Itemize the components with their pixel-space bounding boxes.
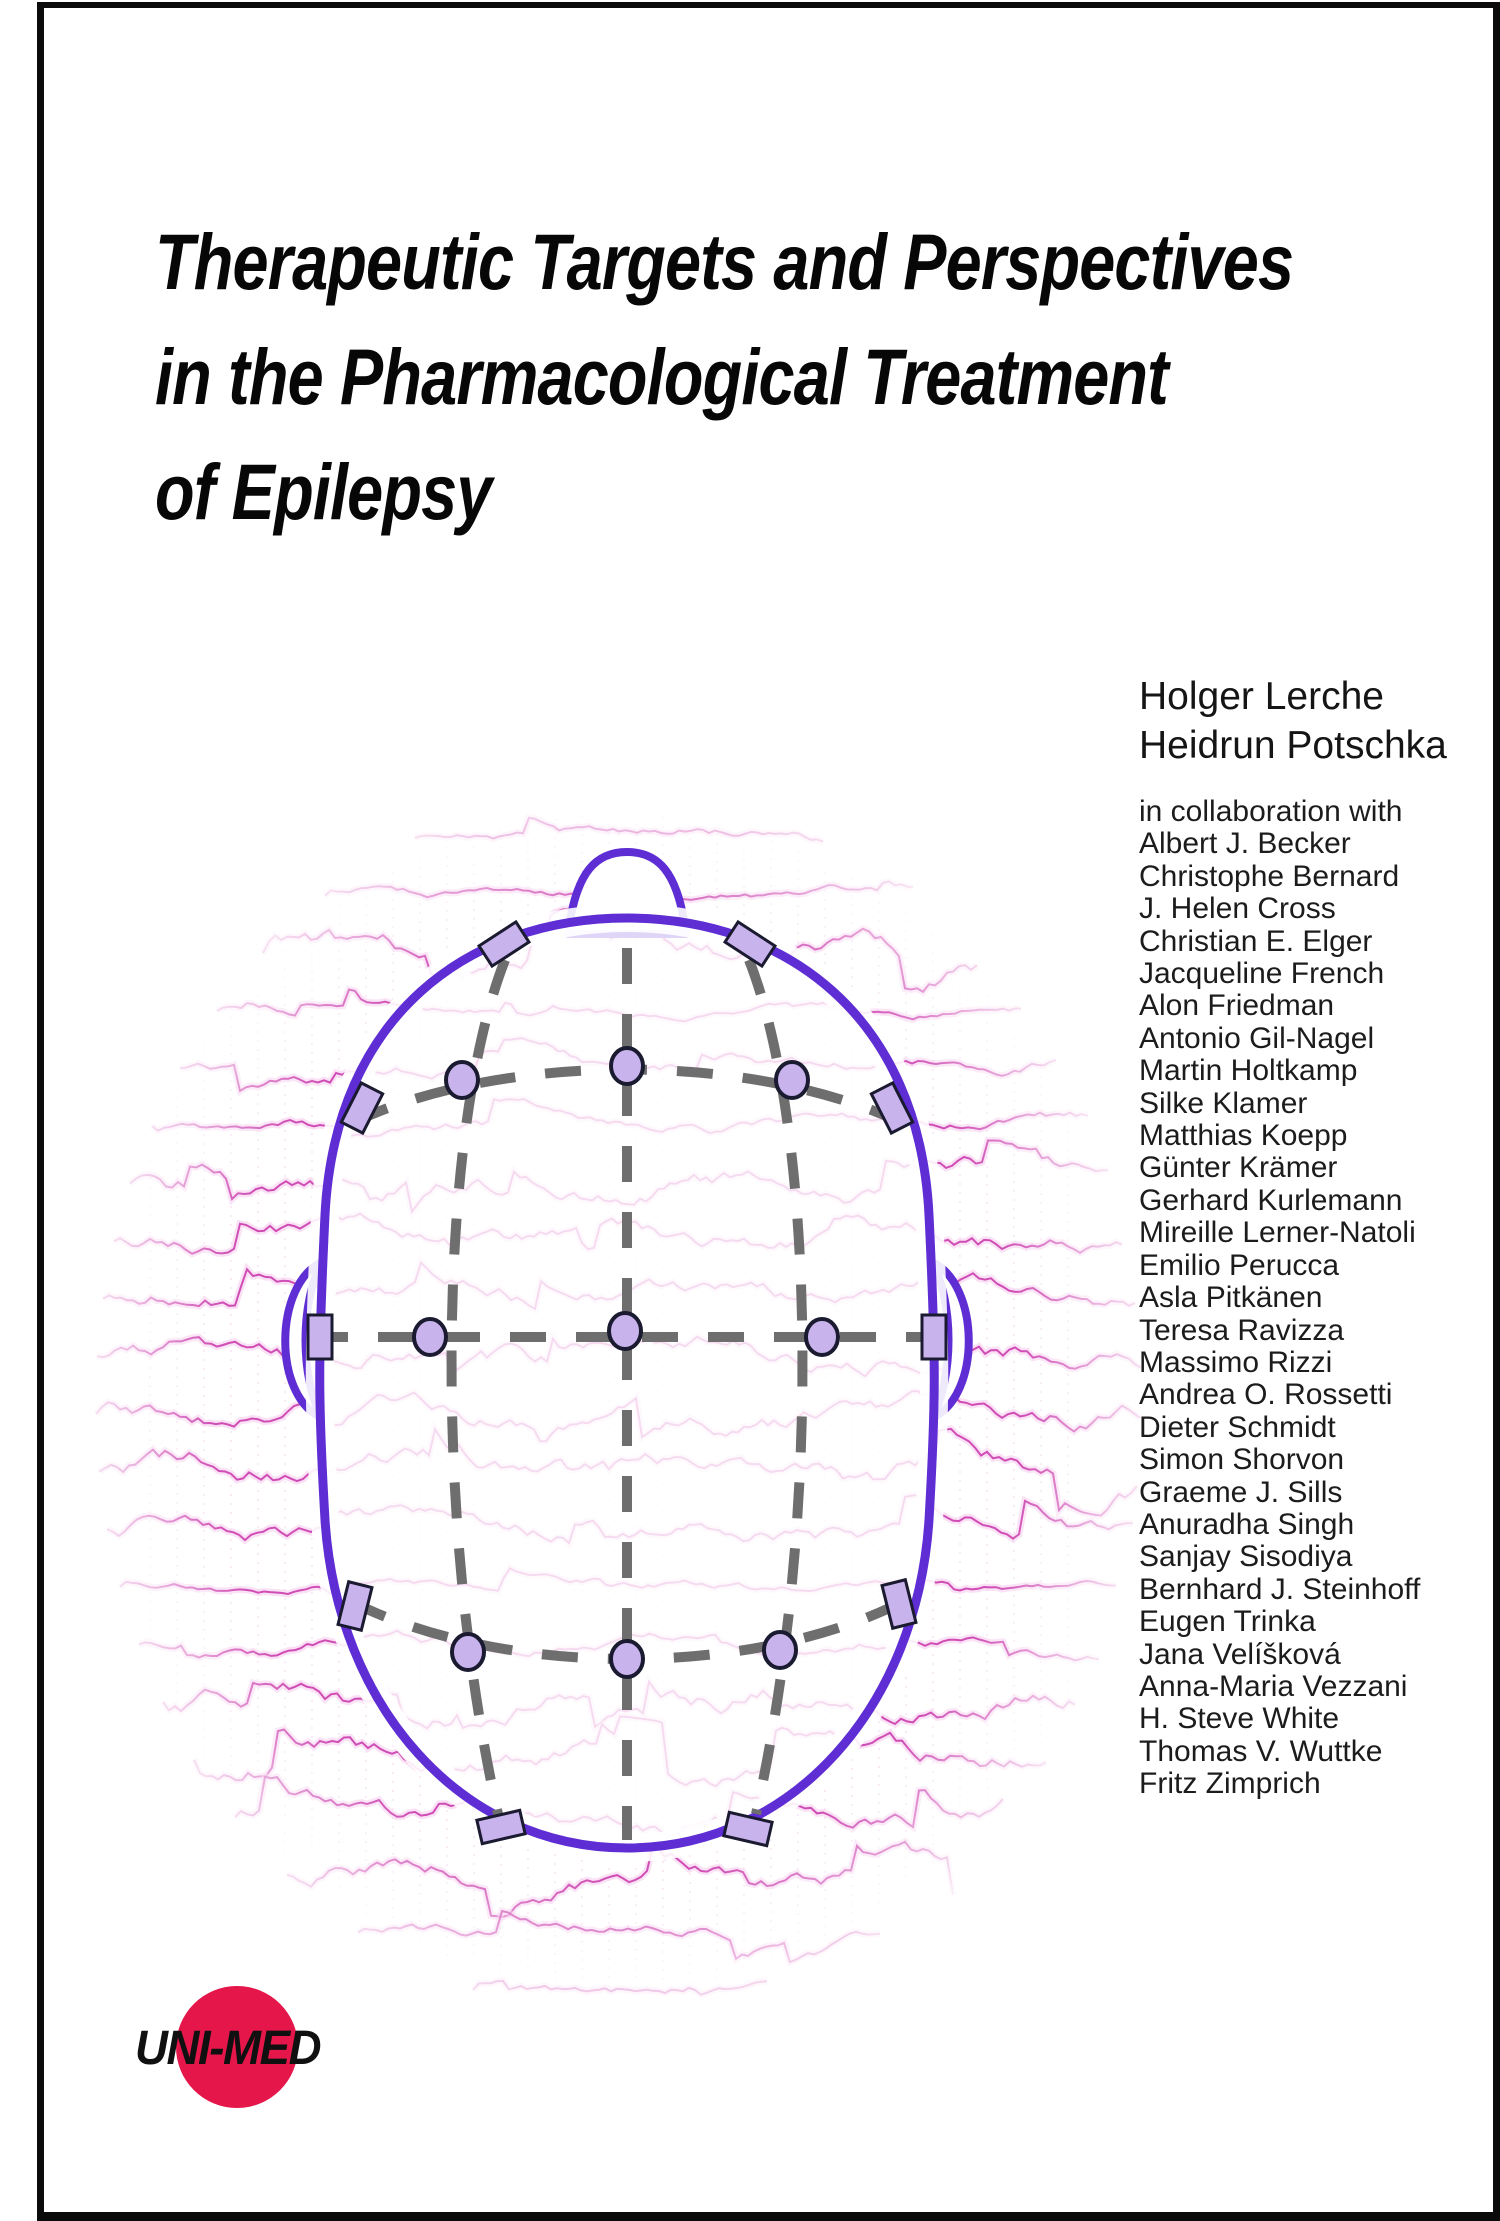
electrode-marker [414, 1319, 446, 1355]
collaborator-name: Dieter Schmidt [1139, 1410, 1336, 1444]
electrode-marker [764, 1632, 796, 1668]
collaborator-list [1139, 828, 1420, 1800]
collaborator-name: Massimo Rizzi [1139, 1345, 1333, 1379]
collaborator-name: Antonio Gil-Nagel [1139, 1021, 1375, 1055]
author-name: Heidrun Potschka [1139, 724, 1447, 767]
author-name: Holger Lerche [1139, 675, 1384, 718]
collaborator-name: H. Steve White [1139, 1702, 1340, 1736]
electrode-marker [452, 1634, 484, 1670]
collaborator-name: Simon Shorvon [1139, 1443, 1345, 1477]
book-title [155, 204, 1293, 549]
electrode-marker [776, 1062, 808, 1098]
author-block [1139, 672, 1447, 770]
edge-electrode [308, 1315, 332, 1359]
collaborator-name: Jacqueline French [1139, 957, 1385, 991]
collaborator-name: Sanjay Sisodiya [1139, 1540, 1353, 1574]
collaborator-name: Christian E. Elger [1139, 924, 1373, 958]
collaborator-name: Alon Friedman [1139, 989, 1335, 1023]
title-line-2: in the Pharmacological Treatment [155, 332, 1168, 421]
collaborator-name: Günter Krämer [1139, 1151, 1338, 1185]
collaborator-name: Bernhard J. Steinhoff [1139, 1572, 1421, 1606]
electrode-marker [446, 1062, 478, 1098]
collaborator-name: Mireille Lerner-Natoli [1139, 1216, 1416, 1250]
collaborator-name: Thomas V. Wuttke [1139, 1734, 1383, 1768]
collaboration-heading: in collaboration with [1139, 795, 1403, 828]
collaborator-name: Albert J. Becker [1139, 827, 1351, 861]
unimed-logo-text: UNI-MED [135, 2022, 321, 2075]
collaborator-name: Fritz Zimprich [1139, 1767, 1321, 1801]
collaborator-name: Emilio Perucca [1139, 1248, 1340, 1282]
collaborator-block [1139, 796, 1420, 1801]
collaborator-name: Martin Holtkamp [1139, 1054, 1358, 1088]
collaborator-name: Gerhard Kurlemann [1139, 1183, 1403, 1217]
title-line-3: of Epilepsy [155, 447, 492, 536]
electrode-marker [806, 1319, 838, 1355]
collaborator-name: Graeme J. Sills [1139, 1475, 1343, 1509]
collaborator-name: Matthias Koepp [1139, 1119, 1348, 1153]
edge-electrode [922, 1315, 946, 1359]
collaborator-name: Anuradha Singh [1139, 1507, 1355, 1541]
electrode-marker [611, 1641, 643, 1677]
collaborator-name: Silke Klamer [1139, 1086, 1308, 1120]
collaborator-name: Eugen Trinka [1139, 1605, 1316, 1639]
electrode-marker [611, 1048, 643, 1084]
collaborator-name: Andrea O. Rossetti [1139, 1378, 1393, 1412]
electrode-marker [609, 1313, 641, 1349]
title-line-1: Therapeutic Targets and Perspectives [155, 217, 1294, 306]
collaborator-name: Asla Pitkänen [1139, 1281, 1323, 1315]
collaborator-name: Anna-Maria Vezzani [1139, 1669, 1408, 1703]
collaborator-name: Christophe Bernard [1139, 859, 1400, 893]
collaborator-name: Jana Velíšková [1139, 1637, 1341, 1671]
collaborator-name: Teresa Ravizza [1139, 1313, 1345, 1347]
collaborator-name: J. Helen Cross [1139, 892, 1336, 926]
